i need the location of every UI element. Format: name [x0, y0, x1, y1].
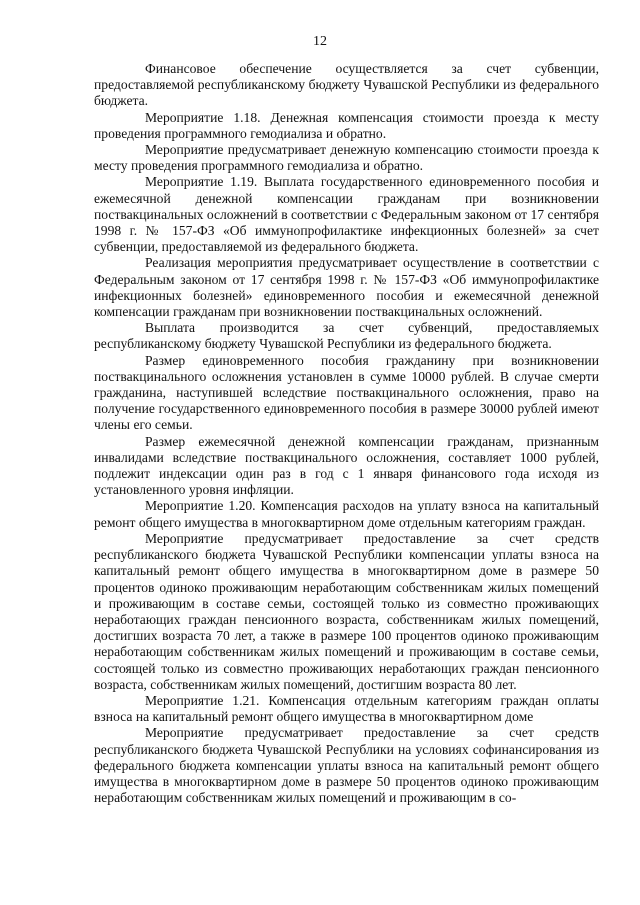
paragraph-measure-1-19-title: Мероприятие 1.19. Выплата государственного единовременного пособия и ежемесячной денежной компенсации гражданам при возникновении поствакцинальных осложнений в соответствии с Федеральным законом от 17 сентября 1998 г. № 157-ФЗ «Об иммунопрофилактике инфекционных болезней» за счет субвенции, предоставляемой из федерального бюджета. [94, 174, 599, 255]
paragraph-measure-1-19-payment-source: Выплата производится за счет субвенций, предоставляемых республиканскому бюджету Чувашской Республики из федерального бюджета. [94, 320, 599, 352]
paragraph-measure-1-21-title: Мероприятие 1.21. Компенсация отдельным категориям граждан оплаты взноса на капитальный ремонт общего имущества в многоквартирном доме [94, 692, 599, 725]
paragraph-measure-1-20-title: Мероприятие 1.20. Компенсация расходов на уплату взноса на капитальный ремонт общего имущества в многоквартирном доме отдельным категориям граждан. [94, 498, 599, 530]
paragraph-measure-1-18-title: Мероприятие 1.18. Денежная компенсация стоимости проезда к месту проведения программного гемодиализа и обратно. [94, 109, 599, 141]
page-number: 12 [313, 34, 327, 49]
paragraph-monthly-compensation: Размер ежемесячной денежной компенсации гражданам, признанным инвалидами вследствие поствакцинального осложнения, составляет 1000 рублей, подлежит индексации один раз в год с 1 января финансового года исходя из установленного уровня инфляции. [94, 433, 599, 498]
paragraph-measure-1-21-description: Мероприятие предусматривает предоставление за счет средств республиканского бюджета Чувашской Республики на условиях софинансирования из федерального бюджета компенсации уплаты взноса на капитальный ремонт общего имущества в многоквартирном доме в размере 50 процентов одиноко проживающим неработающим собственникам жилых помещений и проживающим в со- [94, 725, 599, 806]
paragraph-lump-sum-amount: Размер единовременного пособия гражданину при возникновении поствакцинального осложнения установлен в сумме 10000 рублей. В случае смерти гражданина, наступившей вследствие поствакцинального осложнения, право на получение государственного единовременного пособия в размере 30000 рублей имеют члены его семьи. [94, 352, 599, 433]
paragraph-financing: Финансовое обеспечение осуществляется за счет субвенции, предоставляемой республиканскому бюджету Чувашской Республики из федерального бюджета. [94, 61, 599, 109]
paragraph-measure-1-20-description: Мероприятие предусматривает предоставление за счет средств республиканского бюджета Чувашской Республики компенсации уплаты взноса на капитальный ремонт общего имущества в многоквартирном доме в размере 50 процентов одиноко проживающим неработающим собственникам жилых помещений и проживающим в составе семьи, состоящей только из совместно проживающих неработающих граждан пенсионного возраста, собственникам жилых помещений, достигших возраста 70 лет, а также в размере 100 процентов одиноко проживающим неработающим собственникам жилых помещений и проживающим в составе семьи, состоящей только из совместно проживающих неработающих граждан пенсионного возраста, собственникам жилых помещений, достигшим возраста 80 лет. [94, 530, 599, 692]
paragraph-measure-1-19-implementation: Реализация мероприятия предусматривает осуществление в соответствии с Федеральным законом от 17 сентября 1998 г. № 157-ФЗ «Об иммунопрофилактике инфекционных болезней» единовременного пособия и ежемесячной денежной компенсации гражданам при возникновении поствакцинальных осложнений. [94, 255, 599, 320]
document-body [94, 61, 599, 806]
paragraph-measure-1-18-description: Мероприятие предусматривает денежную компенсацию стоимости проезда к месту проведения программного гемодиализа и обратно. [94, 142, 599, 174]
